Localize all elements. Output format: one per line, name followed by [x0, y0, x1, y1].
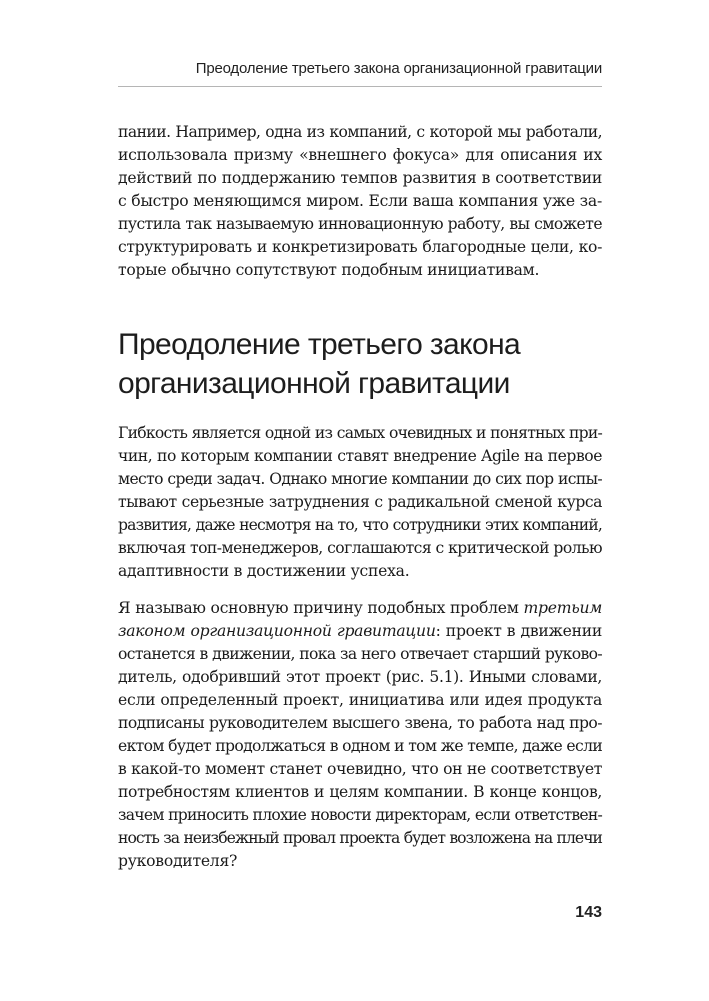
page-number: 143 [575, 904, 602, 921]
text-line: пании. Например, одна из компаний, с которой мы работали, [118, 123, 602, 141]
text-line: включая топ-менеджеров, соглашаются с критической ролью [118, 539, 603, 557]
section-heading-line-1: Преодоление третьего закона [118, 328, 521, 361]
text-line: подписаны руководителем высшего звена, то работа над про- [118, 714, 602, 732]
intro-paragraph [118, 121, 602, 282]
text-line: действий по поддержанию темпов развития в соответствии [118, 169, 602, 187]
text-line: руководителя? [118, 852, 238, 870]
text-line: дитель, одобривший этот проект (рис. 5.1). Иными словами, [118, 668, 602, 686]
text-line: если определенный проект, инициатива или идея продукта [118, 691, 602, 709]
paragraph-1 [118, 422, 602, 583]
text-line: адаптивности в достижении успеха. [118, 562, 410, 580]
paragraph-2 [118, 597, 602, 873]
text-run: Я называю основную причину подобных проблем [118, 599, 524, 617]
running-head: Преодоление третьего закона организационной гравитации [195, 60, 602, 77]
text-line: торые обычно сопутствуют подобным инициативам. [118, 261, 540, 279]
text-line [118, 620, 602, 643]
text-line: Гибкость является одной из самых очевидных и понятных при- [118, 424, 602, 442]
text-line: в какой-то момент станет очевидно, что он не соответствует [118, 760, 602, 778]
text-line: ектом будет продолжаться в одном и том же темпе, даже если [118, 737, 603, 755]
text-line: потребностям клиентов и целям компании. В конце концов, [118, 783, 602, 801]
text-line: чин, по которым компании ставят внедрение Agile на первое [118, 447, 602, 465]
header-rule [118, 86, 602, 87]
text-line: ность за неизбежный провал проекта будет возложена на плечи [118, 829, 602, 847]
italic-term: третьим [523, 599, 602, 617]
text-line: развития, даже несмотря на то, что сотрудники этих компаний, [118, 516, 602, 534]
italic-term: законом организационной гравитации [118, 622, 436, 640]
text-line: использовала призму «внешнего фокуса» для описания их [118, 146, 602, 164]
text-run: : проект в движении [435, 622, 602, 640]
text-line: с быстро меняющимся миром. Если ваша компания уже за- [118, 192, 602, 210]
section-heading-line-2: организационной гравитации [118, 367, 510, 400]
text-line: место среди задач. Однако многие компании до сих пор испы- [118, 470, 602, 488]
text-line: пустила так называемую инновационную работу, вы сможете [118, 215, 602, 233]
text-line: структурировать и конкретизировать благородные цели, ко- [118, 238, 602, 256]
text-line [118, 597, 602, 620]
text-line: останется в движении, пока за него отвечает старший руково- [118, 645, 602, 663]
section-heading [118, 325, 602, 403]
text-line: зачем приносить плохие новости директорам, если ответствен- [118, 806, 602, 824]
text-line: тывают серьезные затруднения с радикальной сменой курса [118, 493, 602, 511]
